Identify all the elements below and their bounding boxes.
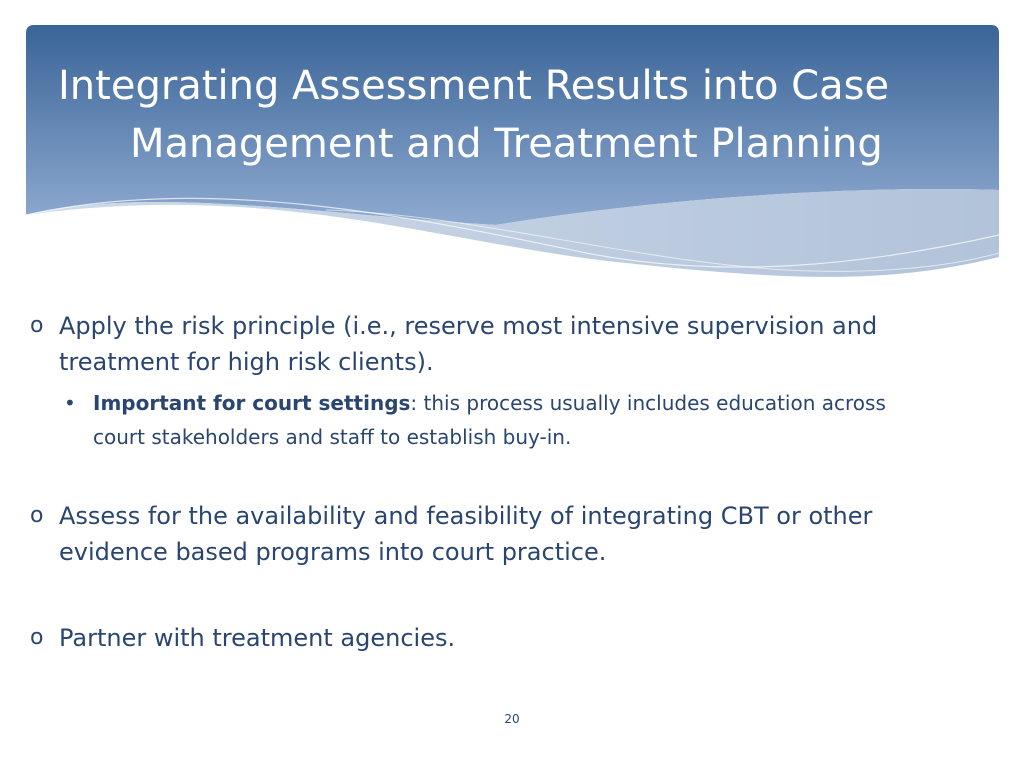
- hollow-circle-bullet-icon: o: [30, 503, 44, 528]
- dot-bullet-icon: •: [64, 391, 76, 415]
- bullet-1-text: Apply the risk principle (i.e., reserve most intensive supervision and treatment for high risk clients).: [59, 312, 878, 376]
- slide-title: [58, 57, 978, 173]
- title-line-2: Management and Treatment Planning: [130, 121, 883, 167]
- bullet-item-1: [30, 308, 940, 380]
- title-line-1: Integrating Assessment Results into Case: [58, 63, 890, 109]
- sub-bullet-item-1: [30, 386, 940, 454]
- bullet-3-text: Partner with treatment agencies.: [59, 624, 456, 652]
- bullet-item-3: [30, 620, 940, 656]
- hollow-circle-bullet-icon: o: [30, 625, 44, 650]
- page-number: 20: [504, 712, 520, 726]
- bullet-list: [30, 308, 940, 656]
- title-banner: [26, 25, 999, 285]
- bullet-item-2: [30, 498, 940, 570]
- sub-bullet-bold-text: Important for court settings: [93, 391, 411, 415]
- hollow-circle-bullet-icon: o: [30, 313, 44, 338]
- sub-bullet-text: : this process usually includes education across court stakeholders and staff to establish buy-in.: [93, 391, 886, 449]
- bullet-2-text: Assess for the availability and feasibility of integrating CBT or other evidence based programs into court practice.: [59, 502, 873, 566]
